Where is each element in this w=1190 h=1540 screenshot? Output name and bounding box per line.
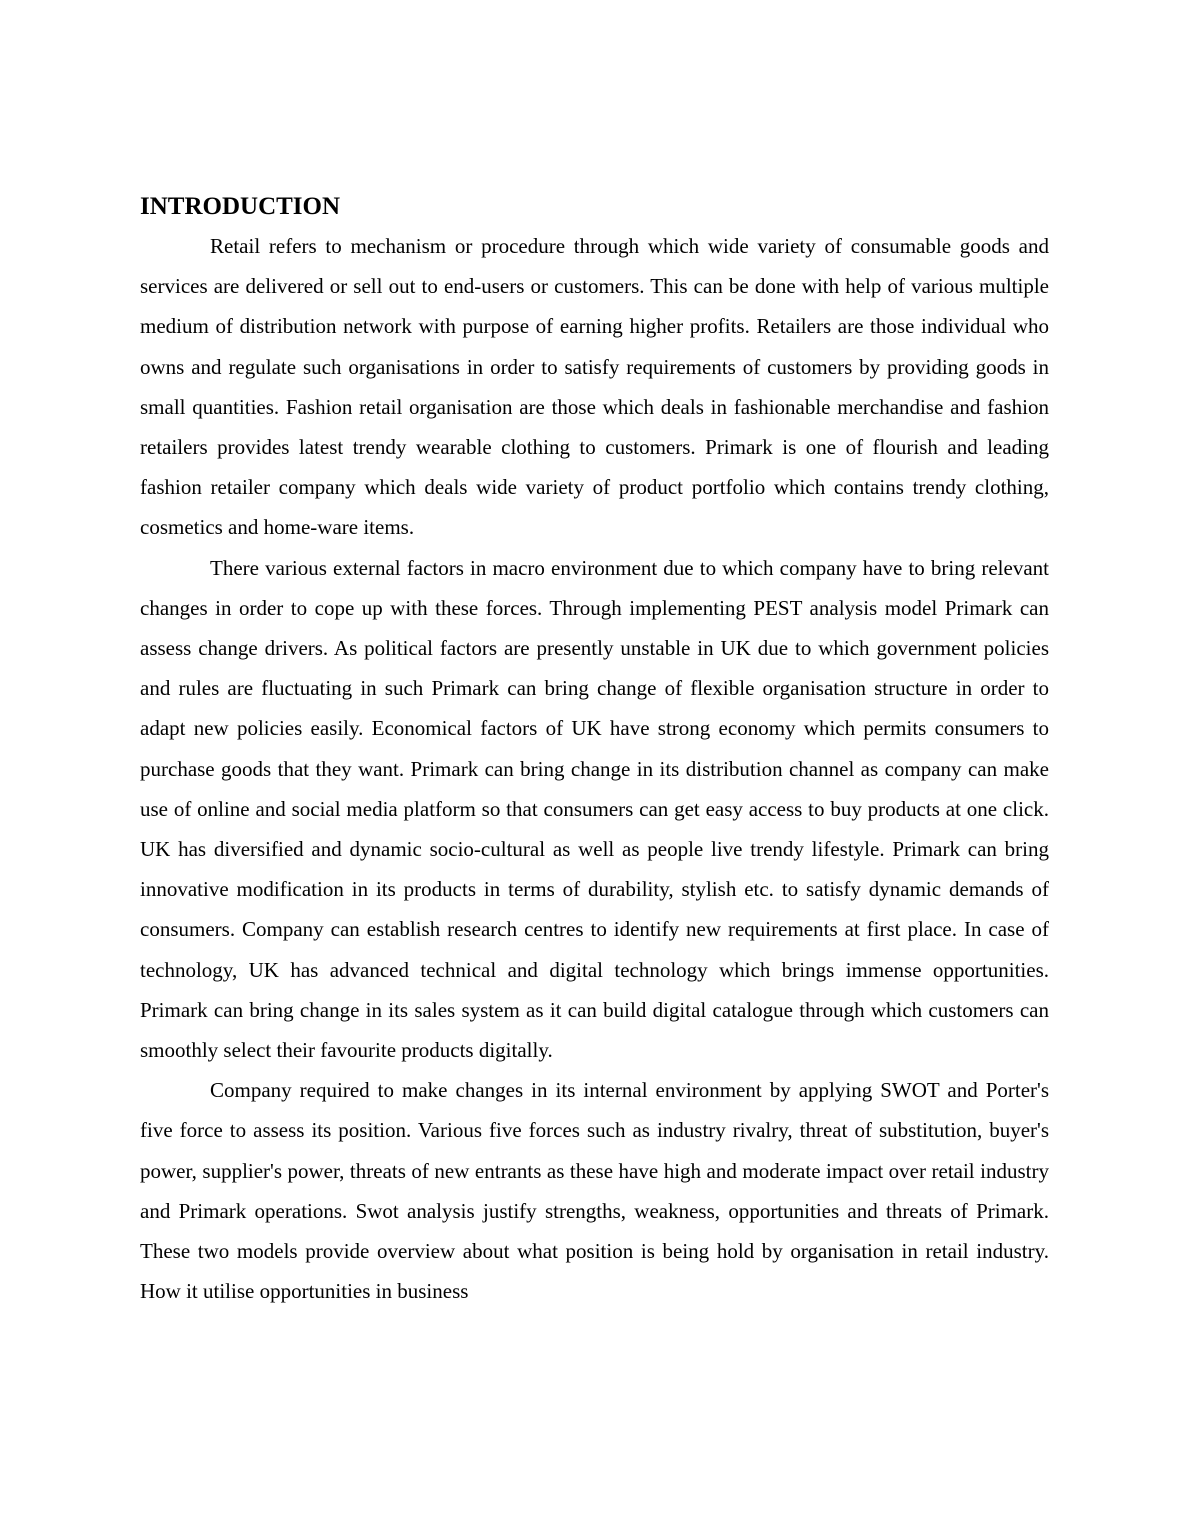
section-heading: INTRODUCTION: [140, 193, 341, 220]
document-body: [140, 190, 1049, 1311]
paragraph-internal-environment: Company required to make changes in its internal environment by applying SWOT and Porter's five force to assess its position. Various five forces such as industry rivalry, threat of substitution, buyer's power, supplier's power, threats of new entrants as these have high and moderate impact over retail industry and Primark operations. Swot analysis justify strengths, weakness, opportunities and threats of Primark. These two models provide overview about what position is being hold by organisation in retail industry. How it utilise opportunities in business: [140, 1078, 1049, 1304]
paragraph-external-factors: There various external factors in macro environment due to which company have to bring relevant changes in order to cope up with these forces. Through implementing PEST analysis model Primark can assess change drivers. As political factors are presently unstable in UK due to which government policies and rules are fluctuating in such Primark can bring change of flexible organisation structure in order to adapt new policies easily. Economical factors of UK have strong economy which permits consumers to purchase goods that they want. Primark can bring change in its distribution channel as company can make use of online and social media platform so that consumers can get easy access to buy products at one click. UK has diversified and dynamic socio-cultural as well as people live trendy lifestyle. Primark can bring innovative modification in its products in terms of durability, stylish etc. to satisfy dynamic demands of consumers. Company can establish research centres to identify new requirements at first place. In case of technology, UK has advanced technical and digital technology which brings immense opportunities. Primark can bring change in its sales system as it can build digital catalogue through which customers can smoothly select their favourite products digitally.: [140, 555, 1049, 1063]
paragraph-retail-definition: Retail refers to mechanism or procedure through which wide variety of consumable goods and services are delivered or sell out to end-users or customers. This can be done with help of various multiple medium of distribution network with purpose of earning higher profits. Retailers are those individual who owns and regulate such organisations in order to satisfy requirements of customers by providing goods in small quantities. Fashion retail organisation are those which deals in fashionable merchandise and fashion retailers provides latest trendy wearable clothing to customers. Primark is one of flourish and leading fashion retailer company which deals wide variety of product portfolio which contains trendy clothing, cosmetics and home-ware items.: [140, 234, 1049, 540]
